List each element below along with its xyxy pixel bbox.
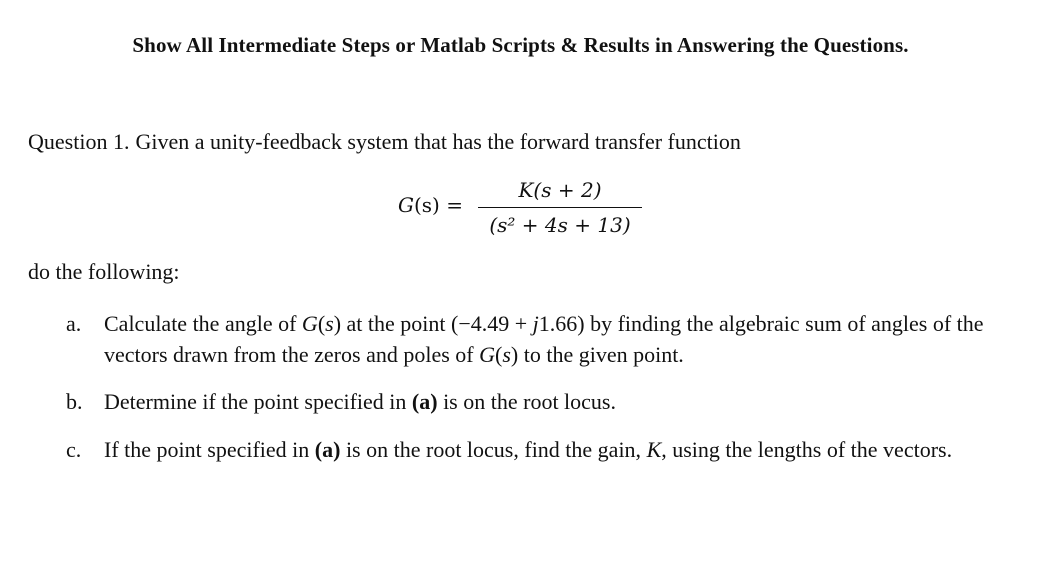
item-a-text-5: (	[495, 342, 503, 367]
equation-denominator: (s² + 4s + 13)	[489, 213, 631, 237]
item-b-text-1: Determine if the point specified in	[104, 389, 412, 414]
item-c-bold-1: (a)	[314, 437, 341, 462]
list-item-b-text	[104, 386, 1014, 417]
item-a-text-4: 1.66) by finding the algebraic sum of angles of the vectors drawn from the zeros and poles of	[104, 311, 984, 367]
item-c-text-1: If the point specified in	[104, 437, 315, 462]
equation-numerator: K(s + 2)	[518, 178, 602, 202]
page-header: Show All Intermediate Steps or Matlab Scripts & Results in Answering the Questions.	[132, 33, 909, 57]
item-a-text-1: Calculate the angle of	[104, 311, 302, 336]
item-a-text-2: (	[317, 311, 326, 336]
equation-fraction	[478, 176, 642, 240]
item-c-sym-1: K	[646, 437, 662, 462]
item-a-sym-2: s	[325, 311, 334, 336]
instructions-lead: do the following:	[28, 259, 180, 284]
list-item-c-text	[104, 434, 1014, 465]
list-marker-a: a.	[66, 311, 82, 336]
item-c-text-2: is on the root locus, find the gain,	[340, 437, 647, 462]
item-a-text-6: ) to the given point.	[510, 342, 684, 367]
question-intro	[28, 129, 741, 155]
item-b-bold-1: (a)	[411, 389, 438, 414]
equation-lhs-symbol: G	[398, 193, 414, 217]
item-a-sym-1: G	[301, 311, 318, 336]
question-label: Question 1.	[28, 129, 130, 154]
list-marker-c: c.	[66, 437, 82, 462]
item-a-sym-5: s	[502, 342, 511, 367]
item-a-sym-4: G	[479, 342, 495, 367]
list-item-a-text	[104, 308, 1014, 370]
question-text: Given a unity-feedback system that has the forward transfer function	[135, 129, 741, 154]
list-marker-b: b.	[66, 389, 83, 414]
fraction-bar	[478, 207, 642, 208]
transfer-function-equation	[398, 176, 658, 242]
item-c-text-3: , using the lengths of the vectors.	[661, 437, 953, 462]
item-b-text-2: is on the root locus.	[437, 389, 616, 414]
equation-lhs-arg: (s) =	[413, 193, 463, 217]
equation-lhs	[398, 193, 463, 217]
item-a-text-3: ) at the point (−4.49 +	[333, 311, 533, 336]
item-a-sym-3: j	[532, 311, 539, 336]
